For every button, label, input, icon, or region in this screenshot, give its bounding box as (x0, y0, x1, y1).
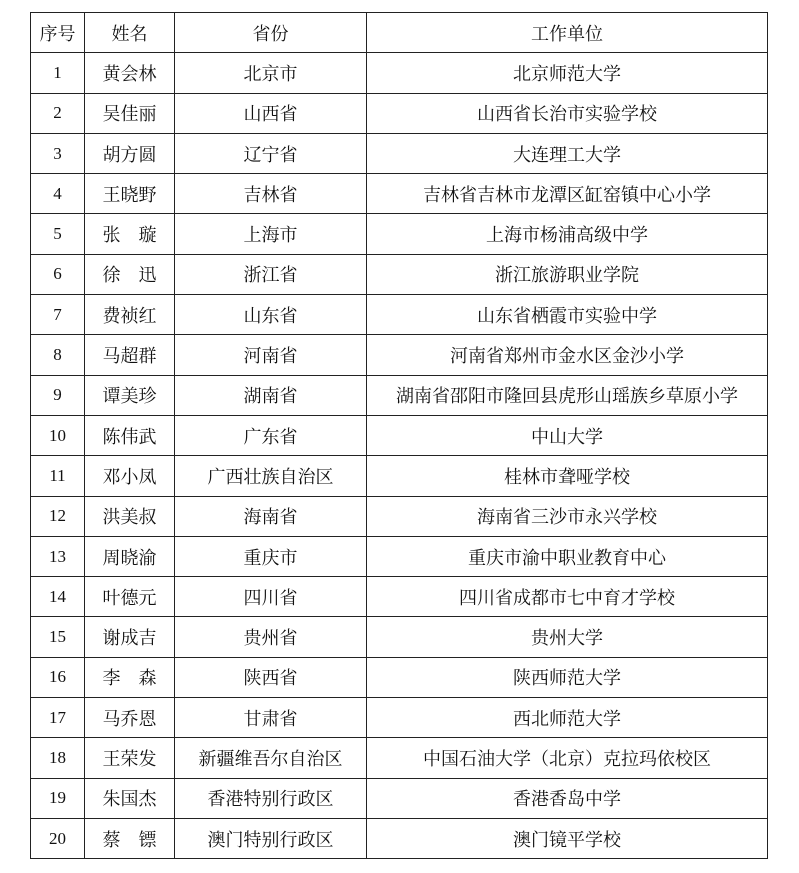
table-header-row (31, 13, 768, 53)
cell-index: 19 (31, 778, 85, 818)
cell-workplace: 中国石油大学（北京）克拉玛依校区 (367, 738, 768, 778)
table-row (31, 415, 768, 455)
cell-name: 叶德元 (85, 577, 175, 617)
table-row (31, 617, 768, 657)
cell-province: 香港特别行政区 (175, 778, 367, 818)
cell-name: 马乔恩 (85, 698, 175, 738)
cell-name: 张 璇 (85, 214, 175, 254)
cell-name: 徐 迅 (85, 254, 175, 294)
cell-workplace: 重庆市渝中职业教育中心 (367, 536, 768, 576)
table-row (31, 496, 768, 536)
cell-name: 费祯红 (85, 295, 175, 335)
cell-name: 马超群 (85, 335, 175, 375)
cell-province: 湖南省 (175, 375, 367, 415)
cell-workplace: 大连理工大学 (367, 133, 768, 173)
cell-province: 上海市 (175, 214, 367, 254)
cell-province: 广西壮族自治区 (175, 456, 367, 496)
cell-name: 朱国杰 (85, 778, 175, 818)
cell-province: 甘肃省 (175, 698, 367, 738)
table-row (31, 174, 768, 214)
table-row (31, 577, 768, 617)
cell-workplace: 河南省郑州市金水区金沙小学 (367, 335, 768, 375)
cell-index: 17 (31, 698, 85, 738)
cell-workplace: 湖南省邵阳市隆回县虎形山瑶族乡草原小学 (367, 375, 768, 415)
cell-workplace: 香港香岛中学 (367, 778, 768, 818)
header-name: 姓名 (85, 13, 175, 53)
table-row (31, 738, 768, 778)
cell-name: 吴佳丽 (85, 93, 175, 133)
cell-name: 王晓野 (85, 174, 175, 214)
cell-name: 王荣发 (85, 738, 175, 778)
table-row (31, 214, 768, 254)
table-body (31, 53, 768, 859)
table-row (31, 133, 768, 173)
awardee-table (30, 12, 768, 859)
cell-province: 河南省 (175, 335, 367, 375)
cell-workplace: 澳门镜平学校 (367, 818, 768, 858)
cell-workplace: 陕西师范大学 (367, 657, 768, 697)
cell-name: 洪美叔 (85, 496, 175, 536)
cell-name: 陈伟武 (85, 415, 175, 455)
cell-name: 谢成吉 (85, 617, 175, 657)
cell-index: 6 (31, 254, 85, 294)
cell-province: 陕西省 (175, 657, 367, 697)
cell-index: 11 (31, 456, 85, 496)
table-row (31, 254, 768, 294)
cell-name: 邓小凤 (85, 456, 175, 496)
cell-workplace: 中山大学 (367, 415, 768, 455)
table-row (31, 335, 768, 375)
cell-workplace: 贵州大学 (367, 617, 768, 657)
cell-index: 13 (31, 536, 85, 576)
table-row (31, 93, 768, 133)
cell-index: 8 (31, 335, 85, 375)
cell-index: 4 (31, 174, 85, 214)
table-row (31, 536, 768, 576)
cell-index: 2 (31, 93, 85, 133)
cell-workplace: 北京师范大学 (367, 53, 768, 93)
cell-province: 海南省 (175, 496, 367, 536)
cell-name: 蔡 镖 (85, 818, 175, 858)
table-row (31, 818, 768, 858)
cell-province: 浙江省 (175, 254, 367, 294)
cell-province: 四川省 (175, 577, 367, 617)
cell-index: 16 (31, 657, 85, 697)
cell-province: 贵州省 (175, 617, 367, 657)
cell-province: 吉林省 (175, 174, 367, 214)
cell-index: 18 (31, 738, 85, 778)
cell-name: 李 森 (85, 657, 175, 697)
cell-index: 1 (31, 53, 85, 93)
cell-index: 7 (31, 295, 85, 335)
header-province: 省份 (175, 13, 367, 53)
cell-province: 澳门特别行政区 (175, 818, 367, 858)
table-row (31, 657, 768, 697)
cell-workplace: 山东省栖霞市实验中学 (367, 295, 768, 335)
cell-index: 3 (31, 133, 85, 173)
cell-province: 广东省 (175, 415, 367, 455)
cell-province: 重庆市 (175, 536, 367, 576)
cell-name: 黄会林 (85, 53, 175, 93)
cell-workplace: 桂林市聋哑学校 (367, 456, 768, 496)
cell-workplace: 四川省成都市七中育才学校 (367, 577, 768, 617)
table-row (31, 375, 768, 415)
header-workplace: 工作单位 (367, 13, 768, 53)
cell-index: 20 (31, 818, 85, 858)
cell-index: 12 (31, 496, 85, 536)
header-index: 序号 (31, 13, 85, 53)
cell-workplace: 上海市杨浦高级中学 (367, 214, 768, 254)
cell-name: 周晓渝 (85, 536, 175, 576)
cell-province: 山西省 (175, 93, 367, 133)
cell-workplace: 山西省长治市实验学校 (367, 93, 768, 133)
table-row (31, 53, 768, 93)
cell-index: 9 (31, 375, 85, 415)
cell-province: 北京市 (175, 53, 367, 93)
cell-workplace: 浙江旅游职业学院 (367, 254, 768, 294)
cell-name: 谭美珍 (85, 375, 175, 415)
cell-workplace: 海南省三沙市永兴学校 (367, 496, 768, 536)
cell-index: 10 (31, 415, 85, 455)
cell-index: 14 (31, 577, 85, 617)
table-row (31, 295, 768, 335)
cell-index: 5 (31, 214, 85, 254)
cell-province: 新疆维吾尔自治区 (175, 738, 367, 778)
table-row (31, 698, 768, 738)
cell-province: 山东省 (175, 295, 367, 335)
cell-workplace: 吉林省吉林市龙潭区缸窑镇中心小学 (367, 174, 768, 214)
cell-index: 15 (31, 617, 85, 657)
table-row (31, 778, 768, 818)
cell-name: 胡方圆 (85, 133, 175, 173)
cell-province: 辽宁省 (175, 133, 367, 173)
table-row (31, 456, 768, 496)
cell-workplace: 西北师范大学 (367, 698, 768, 738)
